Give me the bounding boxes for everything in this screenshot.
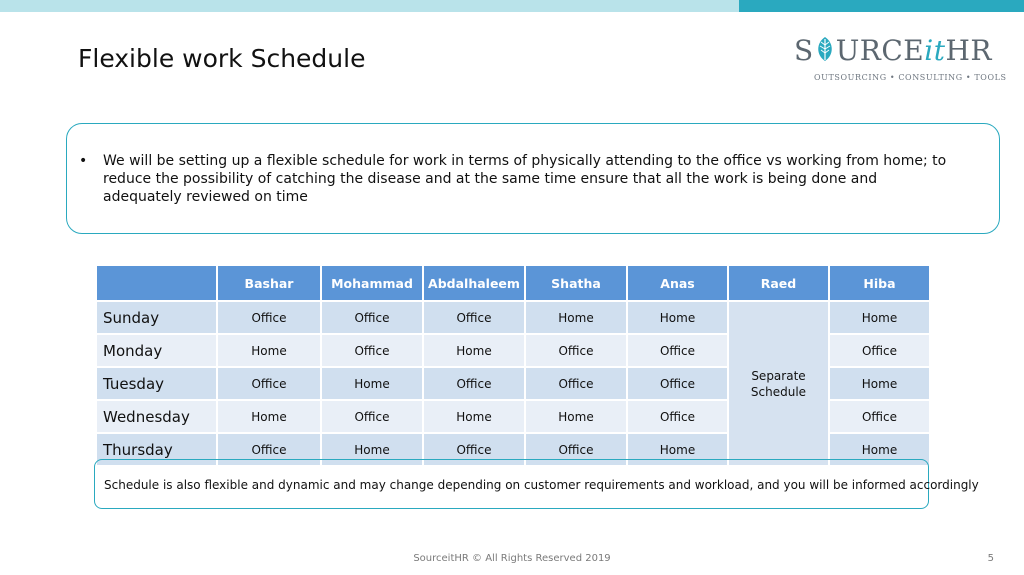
day-label: Tuesday [96,367,217,400]
table-cell: Home [321,433,423,466]
column-header: Shatha [525,265,627,301]
column-header: Anas [627,265,728,301]
column-header: Abdalhaleem [423,265,525,301]
footer-copyright: SourceitHR © All Rights Reserved 2019 [413,553,611,564]
table-cell: Home [829,301,930,334]
bullet-glyph: • [79,153,88,169]
table-cell: Home [525,400,627,433]
table-cell: Office [217,433,321,466]
table-cell: Office [627,334,728,367]
column-header: Raed [728,265,829,301]
table-cell: Home [423,400,525,433]
day-label: Sunday [96,301,217,334]
table-cell: Office [321,334,423,367]
raed-separate-schedule-cell [728,301,829,466]
slide-title: Flexible work Schedule [78,44,366,73]
table-cell: Home [217,334,321,367]
table-cell: Office [217,367,321,400]
logo-word-main: URCE [835,34,925,67]
page-number: 5 [987,553,994,564]
table-cell: Office [321,400,423,433]
intro-text: We will be setting up a flexible schedule for work in terms of physically attending to the office vs working from home; to reduce the possibility of catching the disease and at the same time ensure that all the work is being done and adequately reviewed on time [103,153,947,205]
note-box [94,459,979,509]
logo-word-accent: it [924,34,946,67]
table-header-row [96,265,930,301]
column-header-corner [96,265,217,301]
table-cell: Home [321,367,423,400]
table-cell: Home [829,367,930,400]
table-cell: Office [627,400,728,433]
day-label: Monday [96,334,217,367]
raed-cell-line-2: Schedule [750,384,807,399]
table-cell: Office [423,301,525,334]
note-text: Schedule is also flexible and dynamic and may change depending on customer requirements and workload, and you will be informed accordingly [104,478,979,492]
table-cell: Home [423,334,525,367]
logo-tagline: OUTSOURCING • CONSULTING • TOOLS [814,73,1007,82]
table-cell: Office [525,367,627,400]
column-header: Bashar [217,265,321,301]
table-cell: Home [829,433,930,466]
table-cell: Office [627,367,728,400]
day-label: Thursday [96,433,217,466]
leaf-icon [814,36,836,62]
table-cell: Office [525,433,627,466]
table-cell: Home [627,433,728,466]
table-cell: Home [627,301,728,334]
raed-cell-line-1: Separate [751,368,806,383]
intro-callout-box [66,123,1000,234]
day-label: Wednesday [96,400,217,433]
top-accent-bar-light [0,0,739,12]
table-cell: Office [423,367,525,400]
logo-wordmark [794,34,992,67]
column-header: Mohammad [321,265,423,301]
company-logo [790,34,1007,90]
table-cell: Office [829,400,930,433]
column-header: Hiba [829,265,930,301]
table-row [96,301,930,334]
intro-bullet [79,152,959,206]
table-cell: Home [217,400,321,433]
table-cell: Home [525,301,627,334]
table-cell: Office [217,301,321,334]
table-cell: Office [423,433,525,466]
table-cell: Office [829,334,930,367]
logo-word-suffix: HR [945,34,992,67]
logo-letter-s: S [794,34,814,67]
top-accent-bar-dark [739,0,1024,12]
table-cell: Office [525,334,627,367]
table-cell: Office [321,301,423,334]
schedule-table [95,264,931,467]
